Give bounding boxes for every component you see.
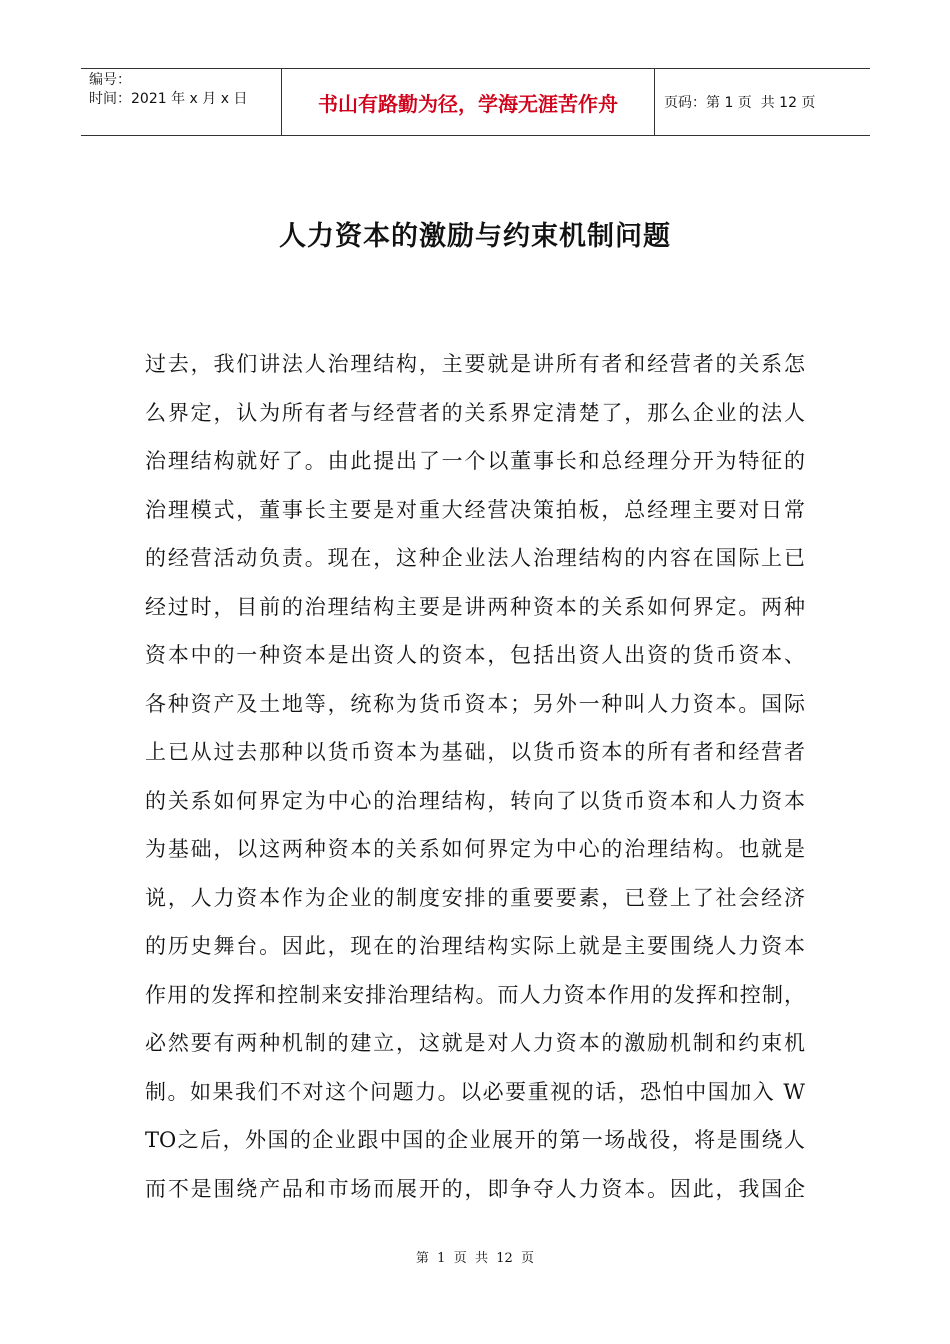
paragraph-line: 的历史舞台。因此，现在的治理结构实际上就是主要围绕人力资本 bbox=[145, 934, 805, 958]
header-motto bbox=[282, 69, 655, 135]
paragraph-line: 上已从过去那种以货币资本为基础，以货币资本的所有者和经营者 bbox=[145, 740, 805, 764]
paragraph-line: TO之后，外国的企业跟中国的企业展开的第一场战役，将是围绕人 bbox=[145, 1128, 805, 1152]
document-title: 人力资本的激励与约束机制问题 bbox=[279, 221, 671, 252]
paragraph-line: 治理模式，董事长主要是对重大经营决策拍板，总经理主要对日常 bbox=[145, 497, 805, 522]
paragraph-line: 么界定，认为所有者与经营者的关系界定清楚了，那么企业的法人 bbox=[145, 400, 805, 425]
paragraph-line: 说，人力资本作为企业的制度安排的重要要素，已登上了社会经济 bbox=[145, 885, 805, 910]
body-paragraph bbox=[145, 340, 805, 1213]
paragraph-line: 资本中的一种资本是出资人的资本，包括出资人出资的货币资本、 bbox=[145, 643, 805, 667]
paragraph-line: 经过时，目前的治理结构主要是讲两种资本的关系如何界定。两种 bbox=[145, 594, 805, 619]
header-page-info bbox=[655, 69, 870, 135]
header-number-label: 编号： bbox=[89, 72, 131, 88]
paragraph-line: 各种资产及土地等，统称为货币资本；另外一种叫人力资本。国际 bbox=[145, 691, 805, 716]
paragraph-line: 制。如果我们不对这个问题力。以必要重视的话，恐怕中国加入 W bbox=[145, 1079, 805, 1104]
paragraph-line: 治理结构就好了。由此提出了一个以董事长和总经理分开为特征的 bbox=[145, 449, 805, 473]
header-date-label: 时间：2021 年 x 月 x 日 bbox=[89, 91, 248, 107]
paragraph-line: 为基础，以这两种资本的关系如何界定为中心的治理结构。也就是 bbox=[145, 837, 805, 861]
header-page-info-text: 页码：第 1 页 共 12 页 bbox=[664, 95, 816, 111]
paragraph-line: 的经营活动负责。现在，这种企业法人治理结构的内容在国际上已 bbox=[145, 546, 805, 570]
paragraph-line: 过去，我们讲法人治理结构，主要就是讲所有者和经营者的关系怎 bbox=[145, 352, 805, 376]
paragraph-line: 而不是围绕产品和市场而展开的，即争夺人力资本。因此，我国企 bbox=[145, 1176, 805, 1201]
page-footer: 第 1 页 共 12 页 bbox=[415, 1251, 535, 1266]
page-header bbox=[81, 68, 870, 136]
header-motto-text: 书山有路勤为径，学海无涯苦作舟 bbox=[318, 91, 618, 116]
paragraph-line: 必然要有两种机制的建立，这就是对人力资本的激励机制和约束机 bbox=[145, 1031, 805, 1055]
paragraph-line: 的关系如何界定为中心的治理结构，转向了以货币资本和人力资本 bbox=[145, 788, 805, 813]
paragraph-line: 作用的发挥和控制来安排治理结构。而人力资本作用的发挥和控制， bbox=[145, 982, 805, 1007]
header-meta bbox=[81, 69, 282, 135]
